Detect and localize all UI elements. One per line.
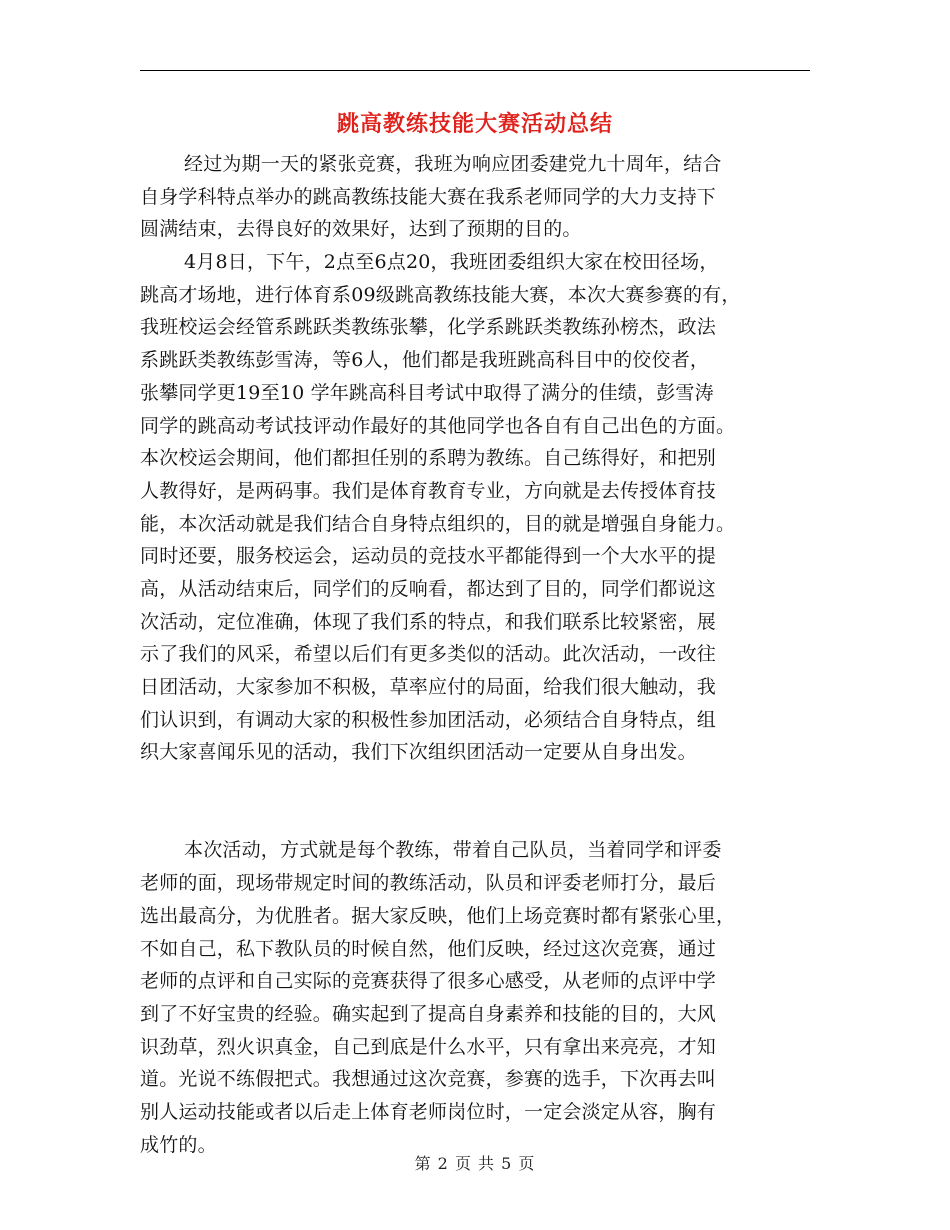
paragraph-line: 圆满结束，去得良好的效果好，达到了预期的目的。 xyxy=(140,218,582,241)
paragraph-line: 高，从活动结束后，同学们的反响看，都达到了目的，同学们都说这 xyxy=(140,577,717,600)
paragraph-line: 本次活动，方式就是每个教练，带着自己队员，当着同学和评委 xyxy=(184,839,722,862)
document-title: 跳高教练技能大赛活动总结 xyxy=(336,112,613,137)
paragraph-line: 跳高才场地，进行体育系09级跳高教练技能大赛，本次大赛参赛的有， xyxy=(140,283,741,306)
paragraph-line: 们认识到，有调动大家的积极性参加团活动，必须结合自身特点，组 xyxy=(140,708,717,731)
paragraph-line: 张攀同学更19至10 学年跳高科目考试中取得了满分的佳绩，彭雪涛 xyxy=(140,381,714,404)
paragraph-line: 经过为期一天的紧张竞赛，我班为响应团委建党九十周年，结合 xyxy=(184,153,722,175)
paragraph-line: 老师的面，现场带规定时间的教练活动，队员和评委老师打分，最后 xyxy=(140,872,717,895)
paragraph-line xyxy=(140,769,810,802)
paragraph-line: 道。光说不练假把式。我想通过这次竞赛，参赛的选手，下次再去叫 xyxy=(140,1068,717,1091)
paragraph-line: 能，本次活动就是我们结合自身特点组织的，目的就是增强自身能力。 xyxy=(140,512,736,535)
document-body xyxy=(140,148,810,1161)
paragraph-line: 同时还要，服务校运会，运动员的竞技水平都能得到一个大水平的提 xyxy=(140,545,717,568)
paragraph xyxy=(140,148,810,246)
paragraph-line: 4月8日，下午，2点至6点20，我班团委组织大家在校田径场， xyxy=(184,251,719,274)
paragraph-line: 人教得好，是两码事。我们是体育教育专业，方向就是去传授体育技 xyxy=(140,479,717,502)
paragraph-line: 本次校运会期间，他们都担任别的系聘为教练。自己练得好，和把别 xyxy=(140,447,717,470)
paragraph-line: 到了不好宝贵的经验。确实起到了提高自身素养和技能的目的，大风 xyxy=(140,1002,717,1025)
page-number: 第 2 页 共 5 页 xyxy=(414,1154,536,1173)
paragraph-line: 识劲草，烈火识真金，自己到底是什么水平，只有拿出来亮亮，才知 xyxy=(140,1035,717,1058)
paragraph xyxy=(140,246,810,834)
paragraph-line: 不如自己，私下教队员的时候自然，他们反映，经过这次竞赛，通过 xyxy=(140,937,717,960)
paragraph-line: 别人运动技能或者以后走上体育老师岗位时，一定会淡定从容，胸有 xyxy=(140,1100,717,1123)
paragraph-line: 自身学科特点举办的跳高教练技能大赛在我系老师同学的大力支持下 xyxy=(140,185,717,208)
paragraph-line: 织大家喜闻乐见的活动，我们下次组织团活动一定要从自身出发。 xyxy=(140,741,697,764)
paragraph-line: 成竹的。 xyxy=(140,1133,217,1156)
header-rule xyxy=(140,70,810,71)
paragraph-line xyxy=(140,802,810,835)
paragraph-line: 次活动，定位准确，体现了我们系的特点，和我们联系比较紧密，展 xyxy=(140,610,717,633)
paragraph-line: 系跳跃类教练彭雪涛，等6人，他们都是我班跳高科目中的佼佼者， xyxy=(140,349,710,372)
paragraph xyxy=(140,834,810,1161)
paragraph-line: 老师的点评和自己实际的竞赛获得了很多心感受，从老师的点评中学 xyxy=(140,970,717,993)
paragraph-line: 我班校运会经管系跳跃类教练张攀，化学系跳跃类教练孙榜杰，政法 xyxy=(140,316,717,339)
paragraph-line: 同学的跳高动考试技评动作最好的其他同学也各自有自己出色的方面。 xyxy=(140,414,736,437)
paragraph-line: 示了我们的风采，希望以后们有更多类似的活动。此次活动，一改往 xyxy=(140,643,717,666)
paragraph-line: 日团活动，大家参加不积极，草率应付的局面，给我们很大触动，我 xyxy=(140,676,717,698)
paragraph-line: 选出最高分，为优胜者。据大家反映，他们上场竞赛时都有紧张心里， xyxy=(140,904,736,927)
